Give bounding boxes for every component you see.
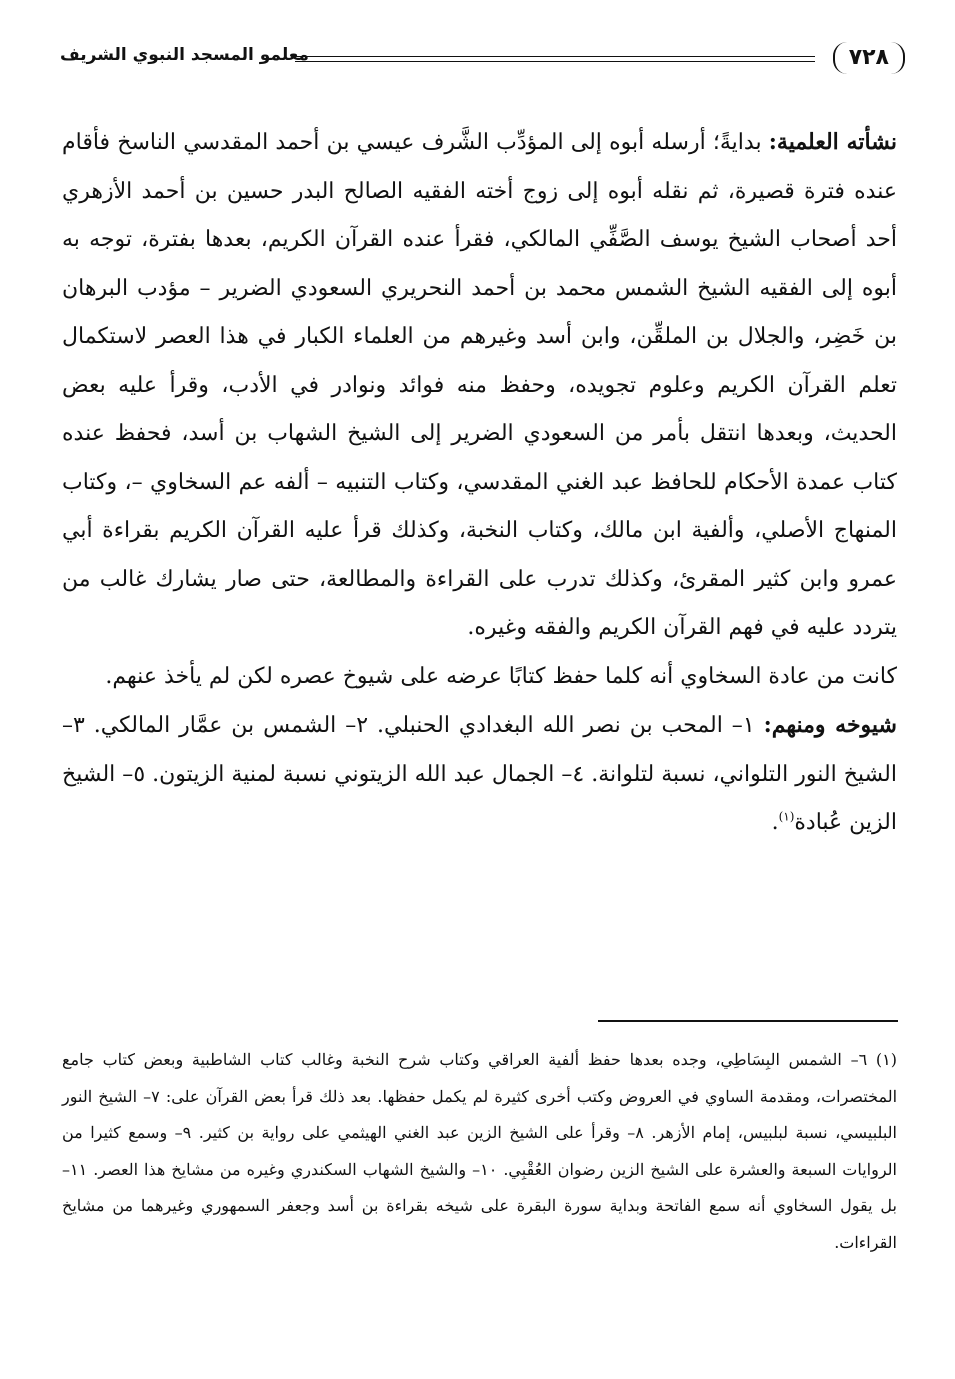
header-rule: [295, 56, 815, 62]
paragraph-end: .: [771, 810, 779, 835]
running-header: [60, 38, 905, 82]
paragraph-text: بدايةً؛ أرسله أبوه إلى المؤدِّب الشَّرف عيسي بن أحمد المقدسي الناسخ فأقام عنده فترة قصيرة، ثم نقله أبوه إلى زوج أخته الفقيه الصالح البدر حسين بن أحمد الأزهري أحد أصحاب الشيخ يوسف الصَّفِّي المالكي، فقرأ عنده القرآن الكريم، بعدها بفترة، توجه به أبوه إلى الفقيه الشيخ الشمس محمد بن أحمد النحريري السعودي الضرير – مؤدب البرهان بن خَضِر، والجلال بن الملقِّن، وابن أسد وغيرهم من العلماء الكبار في هذا العصر لاستكمال تعلم القرآن الكريم وعلوم تجويده، وحفظ منه فوائد ونوادر في الأدب، وقرأ عليه بعض الحديث، وبعدها انتقل بأمر من السعودي الضرير إلى الشيخ الشهاب بن أسد، فحفظ عنده كتاب عمدة الأحكام للحافظ عبد الغني المقدسي، وكتاب التنبيه – ألفه عم السخاوي –، وكتاب المنهاج الأصلي، وألفية ابن مالك، وكتاب النخبة، وكذلك قرأ عليه القرآن الكريم بقراءة أبي عمرو وابن كثير المقرئ، وكذلك تدرب على القراءة والمطالعة، حتى صار يشارك غالب من يتردد عليه في فهم القرآن الكريم والفقه وغيره.: [62, 130, 897, 640]
paragraph-text: ١– المحب بن نصر الله البغدادي الحنبلي. ٢– الشمس بن عمَّار المالكي. ٣– الشيخ النور التلواني، نسبة لتلوانة. ٤– الجمال عبد الله الزيتوني نسبة لمنية الزيتون. ٥– الشيخ الزين عُبادة: [62, 713, 897, 835]
paragraph-text: كانت من عادة السخاوي أنه كلما حفظ كتابًا عرضه على شيوخ عصره لكن لم يأخذ عنهم.: [105, 663, 897, 689]
paragraph-heading: شيوخه ومنهم:: [763, 712, 897, 738]
paragraph-habit: [62, 653, 897, 702]
paragraph-upbringing: [62, 118, 897, 653]
footnotes: [62, 1042, 897, 1262]
paragraph-teachers: [62, 701, 897, 848]
footnote-1: (١) ٦– الشمس البِسَاطِي، وجده بعدها حفظ ألفية العراقي وكتاب شرح النخبة وغالب كتاب الشاطبية وبعض كتاب جامع المختصرات، ومقدمة الساوي في العروض وكتب أخرى كثيرة لم يكمل حفظها. بعد ذلك قرأ بعض القرآن على: ٧– الشيخ النور البلبيسي، نسبة لبلبيس، إمام الأزهر. ٨– وقرأ على الشيخ الزين عبد الغني الهيثمي على رواية بن كثير. ٩– وسمع كثيرا من الروايات السبعة والعشرة على الشيخ الزين رضوان العُقْبِي. ١٠– والشيخ الشهاب السكندري وغيره من مشايخ هذا العصر. ١١– بل يقول السخاوي أنه سمع الفاتحة وبداية سورة البقرة على شيخه بقراءة بن أسد وجعفر السمهوري وغيرهما من مشايخ القراءات.: [62, 1050, 898, 1252]
footnote-separator: [598, 1020, 898, 1022]
page-number: ٧٢٨: [833, 42, 905, 74]
footnote-reference: (١): [778, 809, 795, 824]
header-title: معلمو المسجد النبوي الشريف: [60, 45, 309, 65]
paragraph-heading: نشأته العلمية:: [768, 129, 897, 155]
main-text: [62, 118, 897, 848]
